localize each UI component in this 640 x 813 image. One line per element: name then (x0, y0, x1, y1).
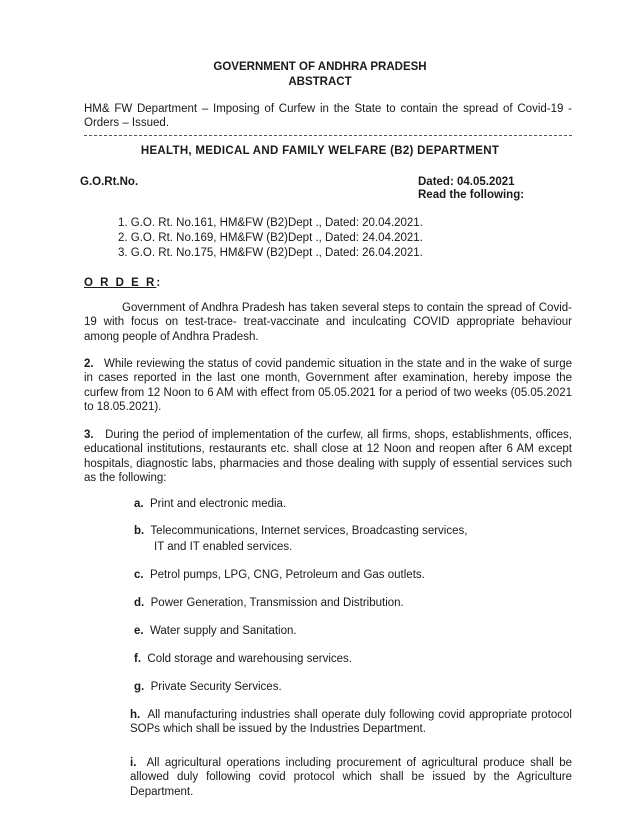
list-item-text: Print and electronic media. (149, 498, 287, 510)
list-item (130, 756, 572, 799)
list-item-text: Telecommunications, Internet services, Broadcasting services, (150, 525, 468, 537)
paragraph-2-number: 2. (84, 358, 94, 370)
list-item (130, 708, 572, 737)
list-item (134, 524, 574, 538)
department-heading: HEALTH, MEDICAL AND FAMILY WELFARE (B2) DEPARTMENT (140, 145, 500, 157)
list-item (134, 568, 574, 582)
list-item-continuation: IT and IT enabled services. (154, 541, 293, 553)
list-item-text: Private Security Services. (150, 681, 282, 693)
list-item-letter: a. (134, 498, 144, 510)
order-heading (84, 276, 162, 290)
list-item-letter: d. (134, 597, 145, 609)
list-item-letter: h. (130, 709, 141, 721)
list-item (134, 624, 574, 638)
government-title: GOVERNMENT OF ANDHRA PRADESH (213, 61, 427, 73)
reference-item: 1. G.O. Rt. No.161, HM&FW (B2)Dept ., Dated: 20.04.2021. (118, 217, 423, 229)
go-number: G.O.Rt.No. (80, 176, 139, 188)
dated-label: Dated: 04.05.2021 (418, 176, 515, 188)
read-following-label: Read the following: (418, 189, 525, 201)
list-item-letter: b. (134, 525, 145, 537)
paragraph-3 (84, 428, 572, 486)
reference-item: 3. G.O. Rt. No.175, HM&FW (B2)Dept ., Dated: 26.04.2021. (118, 247, 423, 259)
list-item-text: Petrol pumps, LPG, CNG, Petroleum and Gas outlets. (149, 569, 425, 581)
list-item (134, 497, 574, 511)
list-item-text: Cold storage and warehousing services. (147, 653, 352, 665)
list-item-letter: f. (134, 653, 142, 665)
list-item-text: All manufacturing industries shall operate duly following covid appropriate protocol SOPs which shall be issued by the Industries Department. (130, 709, 572, 736)
list-item-letter: e. (134, 625, 144, 637)
list-item-text: Water supply and Sanitation. (149, 625, 297, 637)
paragraph-3-number: 3. (84, 429, 94, 441)
order-heading-text: O R D E R (84, 277, 157, 289)
paragraph-3-text: During the period of implementation of the curfew, all firms, shops, establishments, offices, educational institutions, restaurants etc. shall close at 12 Noon and reopen after 6 AM except hospitals, diagnostic labs, pharmacies and those dealing with supply of essential services such as the following: (84, 429, 572, 485)
list-item (134, 680, 574, 694)
list-item (134, 596, 574, 610)
list-item-text: All agricultural operations including procurement of agricultural produce shall be allowed duly following covid protocol which shall be issued by the Agriculture Department. (130, 757, 573, 798)
paragraph-2 (84, 357, 572, 415)
order-heading-colon: : (156, 277, 163, 289)
list-item (134, 652, 574, 666)
list-item-text: Power Generation, Transmission and Distribution. (150, 597, 404, 609)
list-item-letter: i. (130, 757, 137, 769)
paragraph-1: Government of Andhra Pradesh has taken several steps to contain the spread of Covid-19 with focus on test-trace- treat-vaccinate and inculcating COVID appropriate behaviour among people of Andhra Pradesh. (84, 302, 572, 343)
subject-line: HM& FW Department – Imposing of Curfew in the State to contain the spread of Covid-19 - Orders – Issued. (84, 103, 572, 130)
list-item-letter: c. (134, 569, 144, 581)
list-item-letter: g. (134, 681, 145, 693)
reference-item: 2. G.O. Rt. No.169, HM&FW (B2)Dept ., Dated: 24.04.2021. (118, 232, 423, 244)
dashed-divider (84, 135, 572, 136)
abstract-title: ABSTRACT (288, 76, 352, 88)
paragraph-2-text: While reviewing the status of covid pandemic situation in the state and in the wake of surge in cases reported in the last one month, Government after examination, hereby impose the curfew from 12 Noon to 6 AM with effect from 05.05.2021 for a period of two weeks (05.05.2021 to 18.05.2021). (84, 358, 572, 414)
